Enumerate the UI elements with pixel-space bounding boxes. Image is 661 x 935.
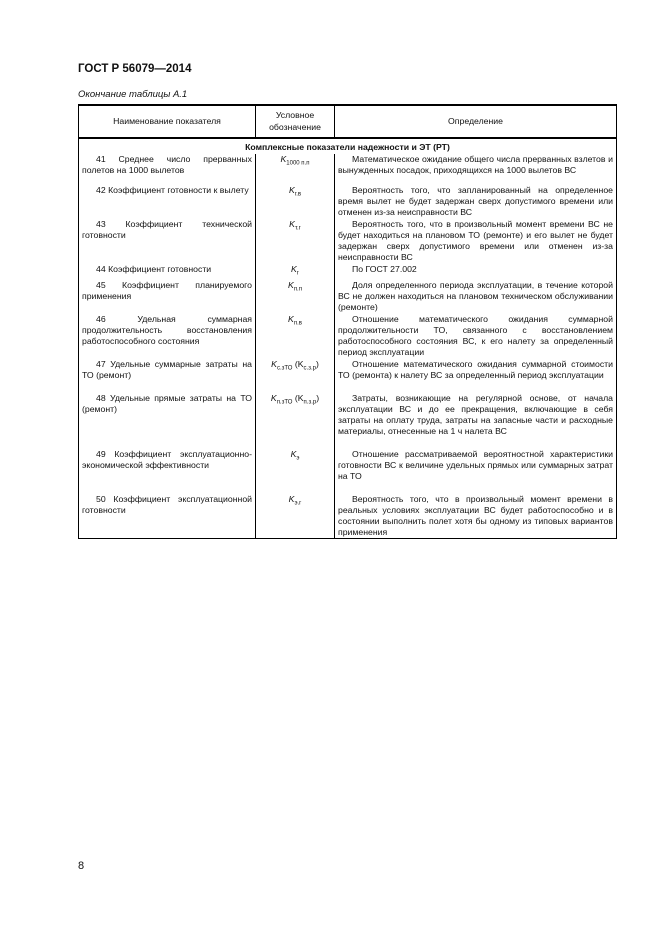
- indicator-symbol: [256, 264, 335, 280]
- table-row: [79, 314, 617, 359]
- indicator-definition: Вероятность того, что в произвольный момент времени в реальных условиях эксплуатации ВС будет работоспособно и в состоянии выполнить полет хотя бы одному из типовых вариантов применения: [335, 494, 617, 539]
- column-header-definition: Определение: [335, 105, 617, 138]
- symbol-subscript: п.зТО: [276, 399, 293, 406]
- symbol-subscript: т.г: [294, 225, 301, 232]
- indicator-definition: Отношение математического ожидания суммарной стоимости ТО (ремонта) к налету ВС за определенный период эксплуатации: [335, 359, 617, 393]
- symbol-subscript: г.в: [294, 191, 302, 198]
- table-row: [79, 494, 617, 539]
- indicator-symbol: [256, 154, 335, 185]
- symbol-letter: K: [280, 154, 287, 164]
- symbol-subscript: с.зТО: [276, 365, 293, 372]
- symbol-letter: K: [270, 392, 277, 403]
- indicator-symbol: [256, 449, 335, 494]
- column-header-name: Наименование показателя: [79, 105, 256, 138]
- symbol-letter: K: [271, 358, 277, 369]
- table-row: [79, 185, 617, 219]
- table-row: [79, 393, 617, 449]
- indicator-name: [79, 314, 256, 359]
- indicator-name-text: 48 Удельные прямые затраты на ТО (ремонт): [82, 392, 252, 414]
- table-header-row: [79, 105, 617, 138]
- indicator-name: [79, 494, 256, 539]
- symbol-letter: K: [288, 313, 294, 324]
- symbol-letter: K: [289, 218, 295, 229]
- symbol-letter: K: [288, 493, 295, 504]
- indicator-name: [79, 359, 256, 393]
- symbol-subscript: п.в: [293, 320, 302, 327]
- indicator-definition: Математическое ожидание общего числа прерванных взлетов и вынужденных посадок, приходящихся на 1000 вылетов ВС: [335, 154, 617, 185]
- indicator-definition: Затраты, возникающие на регулярной основе, от начала эксплуатации ВС и до ее прекращения, включающие в себя затраты на оплату труда, затраты на запасные части и расходные материалы, отнесенные на 1 ч налета ВС: [335, 393, 617, 449]
- section-title: Комплексные показатели надежности и ЭТ (РТ): [79, 138, 617, 154]
- table-row: [79, 154, 617, 185]
- symbol-subscript: г: [296, 270, 299, 277]
- symbol-letter: K: [288, 279, 294, 290]
- indicator-symbol: [256, 393, 335, 449]
- indicator-name-text: 44 Коэффициент готовности: [96, 263, 212, 274]
- symbol-letter: K: [288, 185, 295, 195]
- indicator-definition: Отношение рассматриваемой вероятностной характеристики готовности ВС к величине удельных прямых или суммарных затрат на ТО: [335, 449, 617, 494]
- column-header-symbol: Условное обозначение: [256, 105, 335, 138]
- table-caption: Окончание таблицы А.1: [78, 89, 188, 100]
- symbol-alt-subscript: с.з.р: [303, 365, 316, 372]
- indicator-name-text: 50 Коэффициент эксплуатационной готовности: [82, 493, 252, 515]
- symbol-subscript: э: [296, 455, 300, 462]
- symbol-letter: K: [290, 448, 297, 459]
- indicators-table: [78, 104, 617, 539]
- indicator-name-text: 46 Удельная суммарная продолжительность восстановления работоспособного состояния: [82, 313, 252, 346]
- symbol-alt-close: ): [316, 392, 320, 403]
- indicator-symbol: [256, 280, 335, 314]
- symbol-subscript: п.п: [293, 286, 302, 293]
- symbol-letter: K: [291, 263, 297, 274]
- indicator-name-text: 49 Коэффициент эксплуатационно-экономической эффективности: [82, 448, 252, 470]
- indicator-name: [79, 185, 256, 219]
- indicator-definition: Отношение математического ожидания суммарной продолжительности ТО, связанного с восстановлением работоспособного состояния ВС, к его налету за определенный период эксплуатации: [335, 314, 617, 359]
- indicator-name: [79, 449, 256, 494]
- indicator-symbol: [256, 185, 335, 219]
- indicator-definition: По ГОСТ 27.002: [335, 264, 617, 280]
- section-row: [79, 138, 617, 154]
- indicator-name-text: 42 Коэффициент готовности к вылету: [96, 185, 249, 195]
- table-row: [79, 449, 617, 494]
- symbol-alt-close: ): [315, 358, 319, 369]
- table-row: [79, 219, 617, 264]
- indicator-name-text: 45 Коэффициент планируемого применения: [82, 279, 252, 301]
- indicator-name: [79, 393, 256, 449]
- symbol-alt-subscript: п.з.р: [303, 399, 317, 406]
- indicator-name-text: 41 Среднее число прерванных полетов на 1000 вылетов: [82, 154, 252, 176]
- indicator-name: [79, 264, 256, 280]
- document-header: ГОСТ Р 56079—2014: [78, 63, 192, 75]
- indicator-symbol: [256, 219, 335, 264]
- table-row: [79, 280, 617, 314]
- indicator-name: [79, 154, 256, 185]
- indicator-definition: Вероятность того, что запланированный на определенное время вылет не будет задержан сверх допустимого времени или отменен из-за неисправности ВС: [335, 185, 617, 219]
- indicator-name-text: 47 Удельные суммарные затраты на ТО (ремонт): [82, 358, 252, 380]
- indicator-definition: Вероятность того, что в произвольный момент времени ВС не будет находиться на плановом ТО (ремонте) и его вылет не будет задержан сверх допустимого времени или отменен из-за неисправности ВС: [335, 219, 617, 264]
- indicator-name: [79, 280, 256, 314]
- indicator-symbol: [256, 359, 335, 393]
- indicator-symbol: [256, 314, 335, 359]
- symbol-subscript: э.г: [294, 500, 302, 507]
- symbol-alt: (K: [292, 358, 304, 369]
- table-row: [79, 264, 617, 280]
- table-row: [79, 359, 617, 393]
- indicator-name-text: 43 Коэффициент технической готовности: [82, 218, 252, 240]
- indicator-definition: Доля определенного периода эксплуатации, в течение которой ВС не должен находиться на плановом техническом обслуживании (ремонте): [335, 280, 617, 314]
- indicator-name: [79, 219, 256, 264]
- page-number: 8: [78, 860, 85, 872]
- symbol-alt: (K: [292, 392, 304, 403]
- symbol-subscript: 1000 п.п: [286, 160, 310, 167]
- indicator-symbol: [256, 494, 335, 539]
